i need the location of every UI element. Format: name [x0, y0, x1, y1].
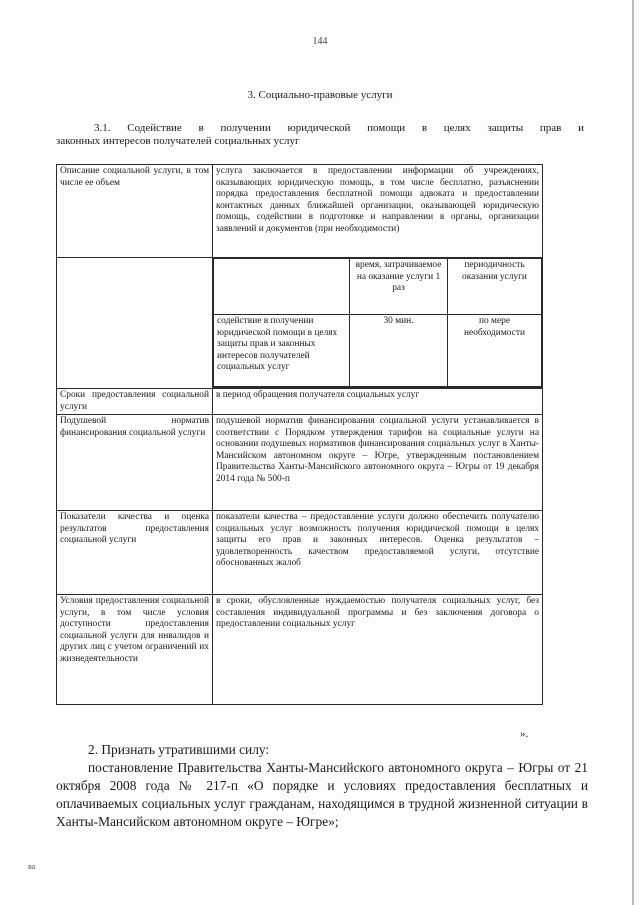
inner-time-value: 30 мин. [350, 315, 448, 387]
subsection-heading [56, 122, 584, 148]
item-2-heading: 2. Признать утратившими силу: [88, 742, 270, 757]
item-2-block [56, 741, 588, 831]
subsection-line-1: 3.1. Содействие в получении юридической помощи в целях защиты прав и [94, 122, 584, 134]
inner-header-frequency: периодичность оказания услуги [448, 259, 542, 315]
empty-cell [57, 258, 213, 389]
footer-mark: ва [28, 862, 36, 871]
table-row [57, 511, 543, 595]
table-row [57, 258, 543, 388]
terms-value: в период обращения получателя социальных услуг [213, 389, 543, 415]
inner-header-time: время, затрачиваемое на оказание услуги 1 раз [350, 259, 448, 315]
inner-empty-header [214, 259, 350, 315]
table-row [57, 389, 543, 415]
table-row [57, 415, 543, 511]
table-row [57, 595, 543, 705]
description-value: услуга заключается в предоставлении информации об учреждениях, оказывающих юридическую помощь, в том числе бесплатно, разъяснении порядка предоставления бесплатной помощи адвоката и предоставлении контактных данных ближайшей организации, оказывающей юридическую помощь, содействии в подготовке и направлении в органы, организации заявлений и документов (при необходимости) [213, 165, 543, 258]
repealed-decree-text: постановление Правительства Ханты-Мансийского автономного округа – Югры от 21 октября 2008 года № 217-п «О порядке и условиях предоставления бесплатных и оплачиваемых социальных услуг гражданам, находящимся в трудной жизненной ситуации в Ханты-Мансийском автономном округе – Югре»; [56, 760, 588, 829]
table-row [57, 165, 543, 258]
conditions-label: Условия предоставления социальной услуги, в том числе условия доступности предоставления социальной услуги для инвалидов и других лиц с учетом ограничений их жизнедеятельности [57, 595, 213, 705]
service-table [56, 164, 543, 705]
inner-table [213, 258, 542, 387]
section-title: 3. Социально-правовые услуги [247, 89, 393, 101]
closing-quote: ». [520, 728, 529, 740]
quality-label: Показатели качества и оценка результатов предоставления социальной услуги [57, 511, 213, 595]
page-edge-shadow [632, 0, 634, 905]
page-number: 144 [312, 36, 328, 47]
inner-service-name: содействие в получении юридической помощи в целях защиты прав и законных интересов получателей социальных услуг [214, 315, 350, 387]
inner-frequency-value: по мере необходимости [448, 315, 542, 387]
terms-label: Сроки предоставления социальной услуги [57, 389, 213, 415]
norm-label: Подушевой норматив финансирования социальной услуги [57, 415, 213, 511]
quality-value: показатели качества – предоставление услуги должно обеспечить получателю социальных услуг возможность получения юридической помощи в целях защиты его прав и законных интересов. Оценка результатов – удовлетворенность качеством предоставляемой услуги, отсутствие обоснованных жалоб [213, 511, 543, 595]
conditions-value: в сроки, обусловленные нуждаемостью получателя социальных услуг, без составления индивидуальной программы и без заключения договора о предоставлении социальных услуг [213, 595, 543, 705]
subsection-line-2: законных интересов получателей социальных услуг [56, 135, 300, 147]
inner-table-cell [213, 258, 543, 388]
description-label: Описание социальной услуги, в том числе ее объем [57, 165, 213, 258]
norm-value: подушевой норматив финансирования социальной услуги устанавливается в соответствии с Порядком утверждения тарифов на социальные услуги на основании подушевых нормативов финансирования социальных услуг в Ханты-Мансийском автономном округе – Югре, утвержденным постановлением Правительства Ханты-Мансийского автономного округа – Югры от 19 декабря 2014 года № 500-п [213, 415, 543, 511]
